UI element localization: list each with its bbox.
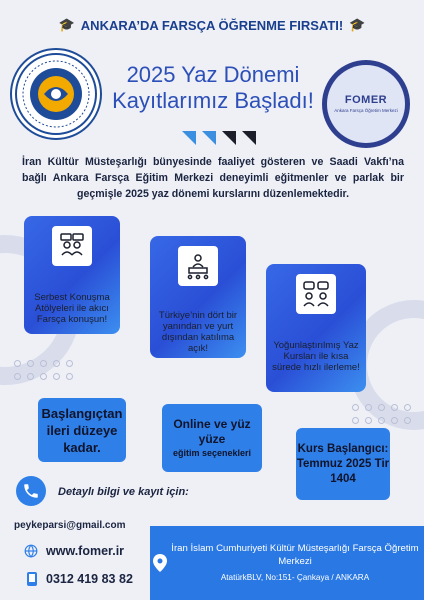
chat-people-icon <box>296 274 336 314</box>
chevron-icon <box>202 131 216 145</box>
title-line2: Kayıtlarımız Başladı! <box>112 88 314 113</box>
phone-row <box>26 571 133 587</box>
mobile-phone-icon <box>26 571 38 587</box>
presenter-icon <box>178 246 218 286</box>
feature-card-intensive <box>266 264 366 392</box>
phone-link[interactable]: 0312 419 83 82 <box>46 572 133 586</box>
address-institution: İran İslam Cumhuriyeti Kültür Müsteşarlığı Farsça Öğretim Merkezi <box>171 543 419 567</box>
feature-card-text: Serbest Konuşma Atölyeleri ile akıcı Farsça konuşun! <box>34 292 110 325</box>
chevron-icon <box>222 131 236 145</box>
start-date-pill: Kurs Başlangıcı: Temmuz 2025 Tir 1404 <box>296 428 390 500</box>
graduation-cap-icon: 🎓 <box>58 17 75 32</box>
online-pill <box>162 404 262 472</box>
address-box <box>150 526 424 600</box>
chevron-icon <box>242 131 256 145</box>
fomer-logo-subtitle: Ankara Farsça Öğretim Merkezi <box>334 108 398 114</box>
level-pill: Başlangıçtan ileri düzeye kadar. <box>38 398 126 462</box>
title-line1: 2025 Yaz Dönemi <box>126 62 300 87</box>
location-pin-icon <box>150 553 170 573</box>
banner-text: ANKARA’DA FARSÇA ÖĞRENME FIRSATI! <box>80 17 344 33</box>
graduation-cap-icon: 🎓 <box>349 17 366 32</box>
detail-info-text: Detaylı bilgi ve kayıt için: <box>58 486 189 498</box>
feature-card-access <box>150 236 246 358</box>
feature-card-conversation <box>24 216 120 334</box>
email-link[interactable]: peykeparsi@gmail.com <box>14 520 126 531</box>
online-pill-subtitle: eğitim seçenekleri <box>172 448 252 458</box>
iran-culture-seal-logo <box>10 48 102 140</box>
decorative-dots-right <box>352 404 411 424</box>
website-link[interactable]: www.fomer.ir <box>46 544 125 558</box>
online-pill-title: Online ve yüz yüze <box>173 417 251 446</box>
fomer-logo <box>322 60 410 148</box>
fomer-logo-word: FOMER <box>344 94 388 107</box>
globe-icon <box>24 544 38 558</box>
feature-card-text: Yoğunlaştırılmış Yaz Kursları ile kısa sürede hızlı ilerleme! <box>272 340 360 373</box>
feature-card-text: Türkiye’nin dört bir yanından ve yurt dışından katılıma açık! <box>158 310 238 354</box>
website-row <box>24 544 124 558</box>
decorative-dots-left <box>14 360 73 380</box>
page-title <box>102 62 324 114</box>
decorative-chevrons <box>182 131 256 145</box>
phone-call-icon <box>16 476 46 506</box>
top-banner <box>0 14 424 36</box>
chevron-icon <box>182 131 196 145</box>
intro-paragraph: İran Kültür Müsteşarlığı bünyesinde faaliyet gösteren ve Saadi Vakfı’na bağlı Ankara Farsça Eğitim Merkezi deneyimli eğitmenler ve parlak bir geçmişle 2025 yaz dönemi kurslarını düzenlemektedir. <box>22 156 404 200</box>
conversation-icon <box>52 226 92 266</box>
address-street: AtatürkBLV, No:151- Çankaya / ANKARA <box>220 573 370 582</box>
